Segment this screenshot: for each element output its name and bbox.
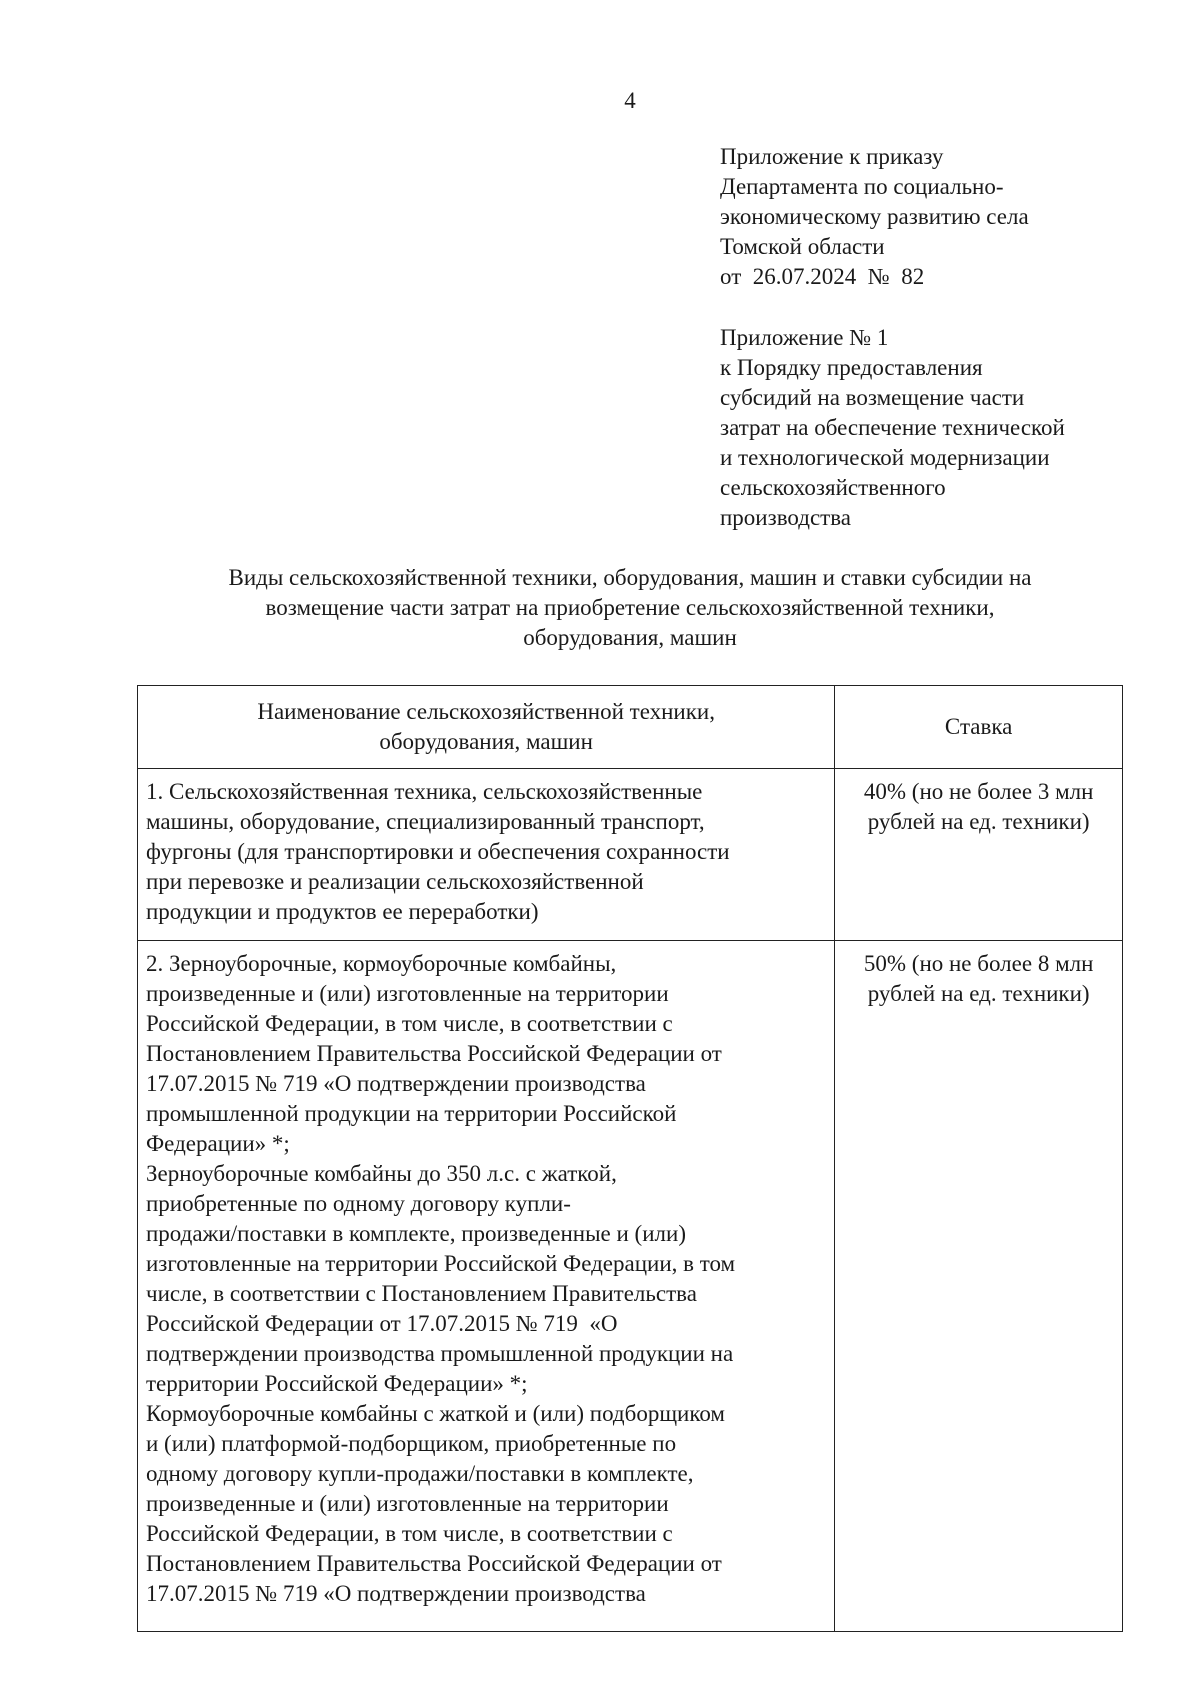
annex-procedure-line: затрат на обеспечение технической (720, 415, 1065, 440)
row-name-line: подтверждении производства промышленной продукции на (146, 1341, 734, 1366)
row-rate-cell (835, 941, 1123, 1632)
row-name-line: произведенные и (или) изготовленные на территории (146, 1491, 669, 1516)
row-name-line: 17.07.2015 № 719 «О подтверждении производства (146, 1071, 646, 1096)
annex-procedure-line: субсидий на возмещение части (720, 385, 1025, 410)
annex-procedure-line: и технологической модернизации (720, 445, 1050, 470)
row-rate-line: 50% (но не более 8 млн (863, 951, 1094, 976)
annex-order-line: Департамента по социально- (720, 174, 1004, 199)
row-name-line: продажи/поставки в комплекте, произведенные и (или) (146, 1221, 686, 1246)
row-name-line: 17.07.2015 № 719 «О подтверждении производства (146, 1581, 646, 1606)
annex-order-block (720, 142, 1140, 292)
row-name-line: числе, в соответствии с Постановлением Правительства (146, 1281, 697, 1306)
row-name-line: приобретенные по одному договору купли- (146, 1191, 571, 1216)
row-name-line: Постановлением Правительства Российской Федерации от (146, 1551, 722, 1576)
row-rate-line: 40% (но не более 3 млн (863, 779, 1094, 804)
row-name-line: изготовленные на территории Российской Федерации, в том (146, 1251, 736, 1276)
row-name-line: промышленной продукции на территории Российской (146, 1101, 677, 1126)
annex-order-line: экономическому развитию села (720, 204, 1029, 229)
annex-procedure-block (720, 323, 1140, 533)
subsidy-rates-table (137, 685, 1123, 1632)
row-name-line: Российской Федерации, в том числе, в соответствии с (146, 1011, 673, 1036)
row-name-cell (138, 769, 835, 941)
annex-procedure-line: производства (720, 505, 851, 530)
row-name-line: 2. Зерноуборочные, кормоуборочные комбайны, (146, 951, 617, 976)
annex-order-line: Томской области (720, 234, 885, 259)
header-name-line: оборудования, машин (379, 729, 593, 754)
document-title-line: Виды сельскохозяйственной техники, оборудования, машин и ставки субсидии на (228, 565, 1032, 590)
row-name-line: машины, оборудование, специализированный транспорт, (146, 809, 705, 834)
annex-procedure-line: к Порядку предоставления (720, 355, 983, 380)
row-name-line: Федерации» *; (146, 1131, 290, 1156)
header-name-cell (138, 686, 835, 769)
row-name-line: фургоны (для транспортировки и обеспечения сохранности (146, 839, 730, 864)
header-rate-label: Ставка (944, 714, 1013, 739)
row-name-line: одному договору купли-продажи/поставки в комплекте, (146, 1461, 694, 1486)
annex-procedure-line: Приложение № 1 (720, 325, 889, 350)
annex-procedure-line: сельскохозяйственного (720, 475, 946, 500)
table-row (138, 941, 1123, 1632)
row-name-line: продукции и продуктов ее переработки) (146, 899, 539, 924)
row-name-cell (138, 941, 835, 1632)
row-rate-line: рублей на ед. техники) (867, 809, 1090, 834)
row-name-line: при перевозке и реализации сельскохозяйственной (146, 869, 644, 894)
row-name-line: Зерноуборочные комбайны до 350 л.с. с жаткой, (146, 1161, 617, 1186)
document-title-line: оборудования, машин (523, 625, 737, 650)
row-name-line: Постановлением Правительства Российской Федерации от (146, 1041, 722, 1066)
row-name-line: Российской Федерации от 17.07.2015 № 719 «О (146, 1311, 618, 1336)
header-name-line: Наименование сельскохозяйственной техники, (257, 699, 715, 724)
row-rate-line: рублей на ед. техники) (867, 981, 1090, 1006)
table-header-row (138, 686, 1123, 769)
header-rate-cell (835, 686, 1123, 769)
row-rate-cell (835, 769, 1123, 941)
page-number: 4 (624, 88, 636, 113)
document-title (140, 563, 1120, 653)
row-name-line: территории Российской Федерации» *; (146, 1371, 528, 1396)
row-name-line: Российской Федерации, в том числе, в соответствии с (146, 1521, 673, 1546)
row-name-line: 1. Сельскохозяйственная техника, сельскохозяйственные (146, 779, 703, 804)
row-name-line: произведенные и (или) изготовленные на территории (146, 981, 669, 1006)
row-name-line: и (или) платформой-подборщиком, приобретенные по (146, 1431, 677, 1456)
annex-order-line: Приложение к приказу (720, 144, 944, 169)
document-title-line: возмещение части затрат на приобретение сельскохозяйственной техники, (265, 595, 995, 620)
table-row (138, 769, 1123, 941)
row-name-line: Кормоуборочные комбайны с жаткой и (или) подборщиком (146, 1401, 725, 1426)
annex-order-date-line: от 26.07.2024 № 82 (720, 264, 925, 289)
